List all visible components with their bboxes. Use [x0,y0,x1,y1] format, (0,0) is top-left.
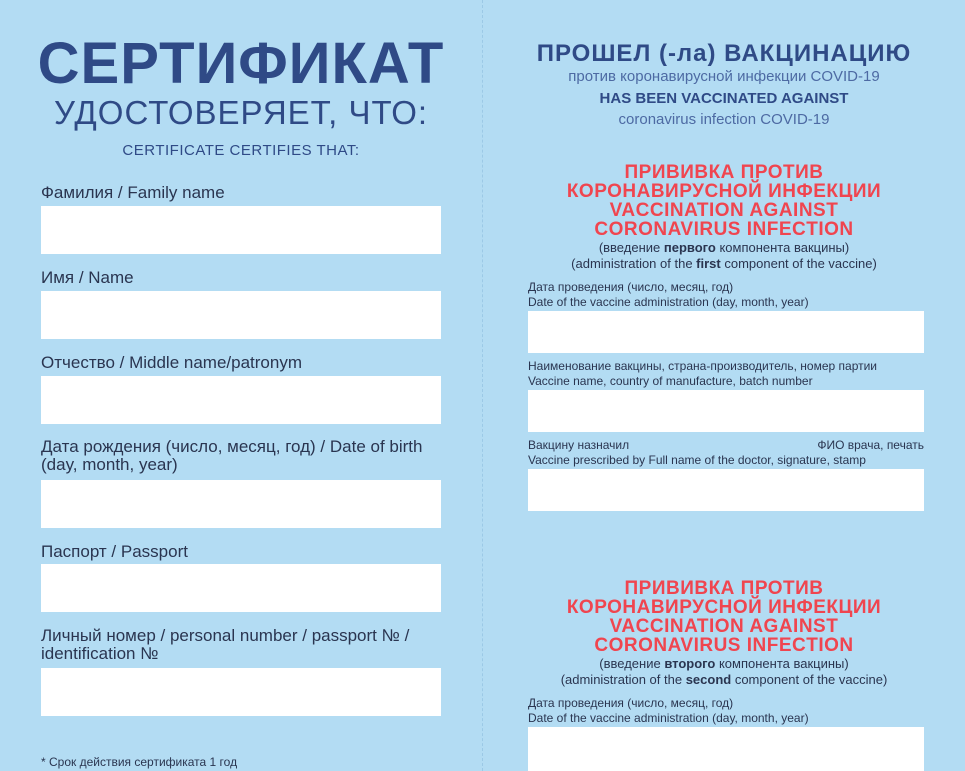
dose2-title-ru-1: ПРИВИВКА ПРОТИВ [624,578,824,599]
birth-date-field[interactable] [41,480,441,528]
certificate-title: СЕРТИФИКАТ [37,31,445,96]
dose1-note-ru: (введение первого компонента вакцины) [598,240,850,255]
dose2-date-label: Дата проведения (число, месяц, год) Date of the vaccine administration (day, month, year) [528,696,809,725]
dose1-doctor-field[interactable] [528,469,924,511]
right-panel [483,0,965,771]
name-field[interactable] [41,291,441,339]
dose1-date-field[interactable] [528,311,924,353]
personal-number-field[interactable] [41,668,441,716]
dose1-title-ru-1: ПРИВИВКА ПРОТИВ [624,162,824,183]
validity-footnote: * Срок действия сертификата 1 год [41,755,238,769]
vaccinated-heading-en-sub: coronavirus infection COVID-19 [618,111,830,128]
dose2-note-ru: (введение второго компонента вакцины) [599,656,849,671]
dose1-title-en-2: CORONAVIRUS INFECTION [594,219,854,240]
dose1-date-label: Дата проведения (число, месяц, год) Date of the vaccine administration (day, month, year) [528,280,809,309]
dose1-vaccine-label: Наименование вакцины, страна-производитель, номер партии Vaccine name, country of manufacture, batch number [528,359,878,388]
certificate-subtitle-en: CERTIFICATE CERTIFIES THAT: [122,142,360,159]
family-name-field[interactable] [41,206,441,254]
dose1-note-en: (administration of the first component of the vaccine) [571,256,877,271]
dose1-title-en-1: VACCINATION AGAINST [609,200,839,221]
vaccinated-heading: ПРОШЕЛ (-ла) ВАКЦИНАЦИЮ [536,40,912,67]
dose1-vaccine-field[interactable] [528,390,924,432]
dose2-title-en-2: CORONAVIRUS INFECTION [594,635,854,656]
passport-field[interactable] [41,564,441,612]
dose2-title-en-1: VACCINATION AGAINST [609,616,839,637]
dose2-note-en: (administration of the second component of the vaccine) [560,672,888,687]
vaccinated-heading-en: HAS BEEN VACCINATED AGAINST [599,90,849,107]
dose1-prescribed-label: Вакцину назначил ФИО врача, печать Vaccine prescribed by Full name of the doctor, signature, stamp [528,438,924,467]
name-label: Имя / Name [41,268,134,287]
left-panel [0,0,482,771]
certificate-subtitle: УДОСТОВЕРЯЕТ, ЧТО: [53,94,429,131]
dose1-title-ru-2: КОРОНАВИРУСНОЙ ИНФЕКЦИИ [566,181,882,202]
birth-date-label: Дата рождения (число, месяц, год) / Date of birth (day, month, year) [41,437,423,474]
middle-name-field[interactable] [41,376,441,424]
family-name-label: Фамилия / Family name [41,183,225,202]
personal-number-label: Личный номер / personal number / passport № / identification № [41,626,410,663]
middle-name-label: Отчество / Middle name/patronym [41,353,302,372]
passport-label: Паспорт / Passport [41,542,188,561]
vaccinated-heading-sub: против коронавирусной инфекции COVID-19 [568,68,880,85]
dose2-title-ru-2: КОРОНАВИРУСНОЙ ИНФЕКЦИИ [566,597,882,618]
dose2-date-field[interactable] [528,727,924,771]
